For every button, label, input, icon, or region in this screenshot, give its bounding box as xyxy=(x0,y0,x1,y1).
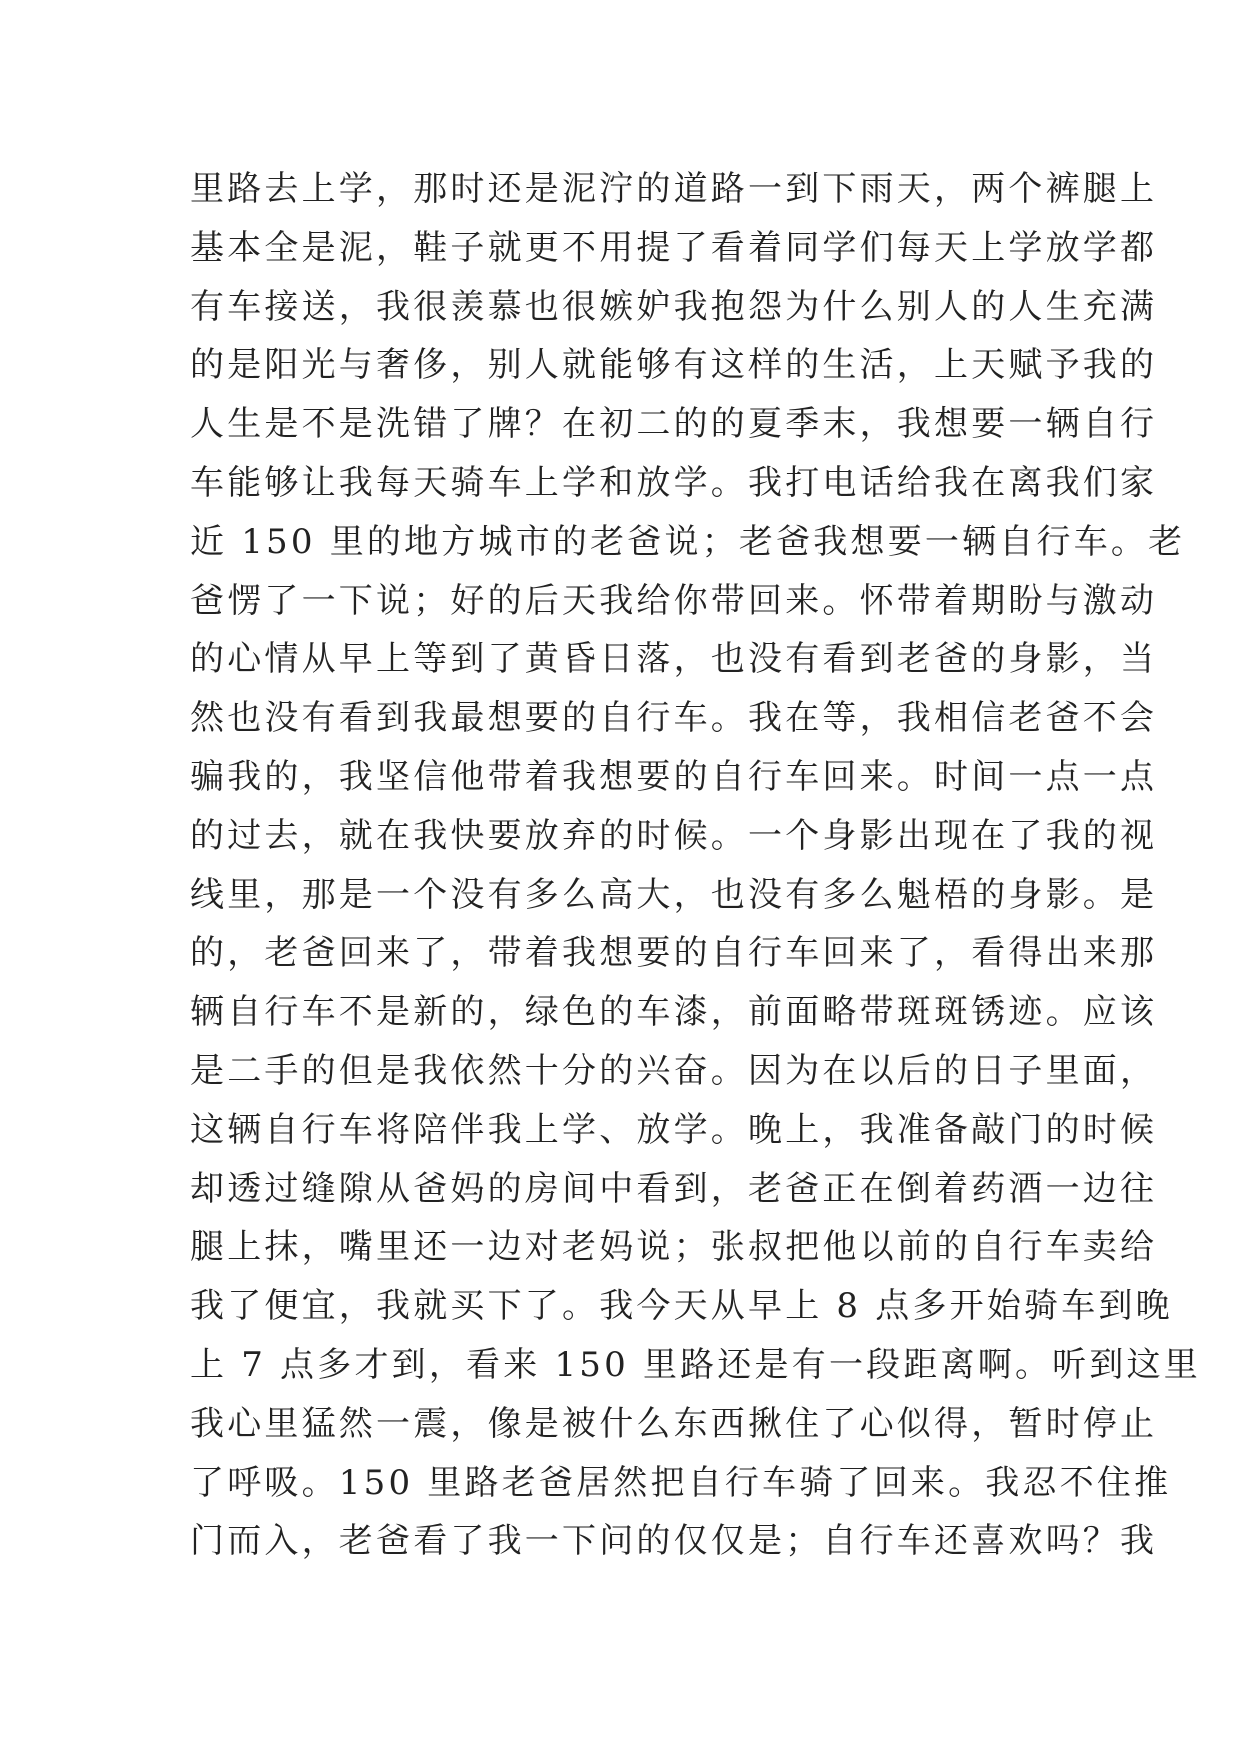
text-line: 骗我的，我坚信他带着我想要的自行车回来。时间一点一点 xyxy=(190,756,1158,797)
text-line: 是二手的但是我依然十分的兴奋。因为在以后的日子里面， xyxy=(190,1050,1158,1091)
text-line: 人生是不是洗错了牌？在初二的的夏季末，我想要一辆自行 xyxy=(190,404,1158,445)
body-text xyxy=(190,160,1201,1571)
text-line: 车能够让我每天骑车上学和放学。我打电话给我在离我们家 xyxy=(190,462,1158,503)
text-line: 辆自行车不是新的，绿色的车漆，前面略带斑斑锈迹。应该 xyxy=(190,992,1158,1033)
text-line: 的心情从早上等到了黄昏日落，也没有看到老爸的身影，当 xyxy=(190,639,1158,680)
text-line: 里路去上学，那时还是泥泞的道路一到下雨天，两个裤腿上 xyxy=(190,169,1158,209)
text-line: 爸愣了一下说；好的后天我给你带回来。怀带着期盼与激动 xyxy=(190,580,1158,621)
text-line: 线里，那是一个没有多么高大，也没有多么魁梧的身影。是 xyxy=(190,874,1158,915)
text-line: 却透过缝隙从爸妈的房间中看到，老爸正在倒着药酒一边往 xyxy=(190,1168,1158,1209)
text-line: 然也没有看到我最想要的自行车。我在等，我相信老爸不会 xyxy=(190,698,1158,739)
text-line: 的过去，就在我快要放弃的时候。一个身影出现在了我的视 xyxy=(190,815,1158,856)
text-line: 上 7 点多才到，看来 150 里路还是有一段距离啊。听到这里 xyxy=(190,1344,1201,1385)
text-line: 这辆自行车将陪伴我上学、放学。晚上，我准备敲门的时候 xyxy=(190,1109,1158,1150)
text-line: 我了便宜，我就买下了。我今天从早上 8 点多开始骑车到晚 xyxy=(190,1286,1173,1327)
text-line: 有车接送，我很羡慕也很嫉妒我抱怨为什么别人的人生充满 xyxy=(190,286,1158,327)
text-line: 的，老爸回来了，带着我想要的自行车回来了，看得出来那 xyxy=(190,933,1158,974)
text-line: 门而入，老爸看了我一下问的仅仅是；自行车还喜欢吗？我 xyxy=(190,1521,1158,1562)
text-line: 近 150 里的地方城市的老爸说；老爸我想要一辆自行车。老 xyxy=(190,521,1186,562)
text-line: 基本全是泥，鞋子就更不用提了看着同学们每天上学放学都 xyxy=(190,227,1158,268)
text-line: 我心里猛然一震，像是被什么东西揪住了心似得，暂时停止 xyxy=(190,1403,1158,1444)
text-line: 腿上抹，嘴里还一边对老妈说；张叔把他以前的自行车卖给 xyxy=(190,1227,1158,1268)
text-line: 的是阳光与奢侈，别人就能够有这样的生活，上天赋予我的 xyxy=(190,345,1158,386)
text-line: 了呼吸。150 里路老爸居然把自行车骑了回来。我忍不住推 xyxy=(190,1462,1172,1503)
